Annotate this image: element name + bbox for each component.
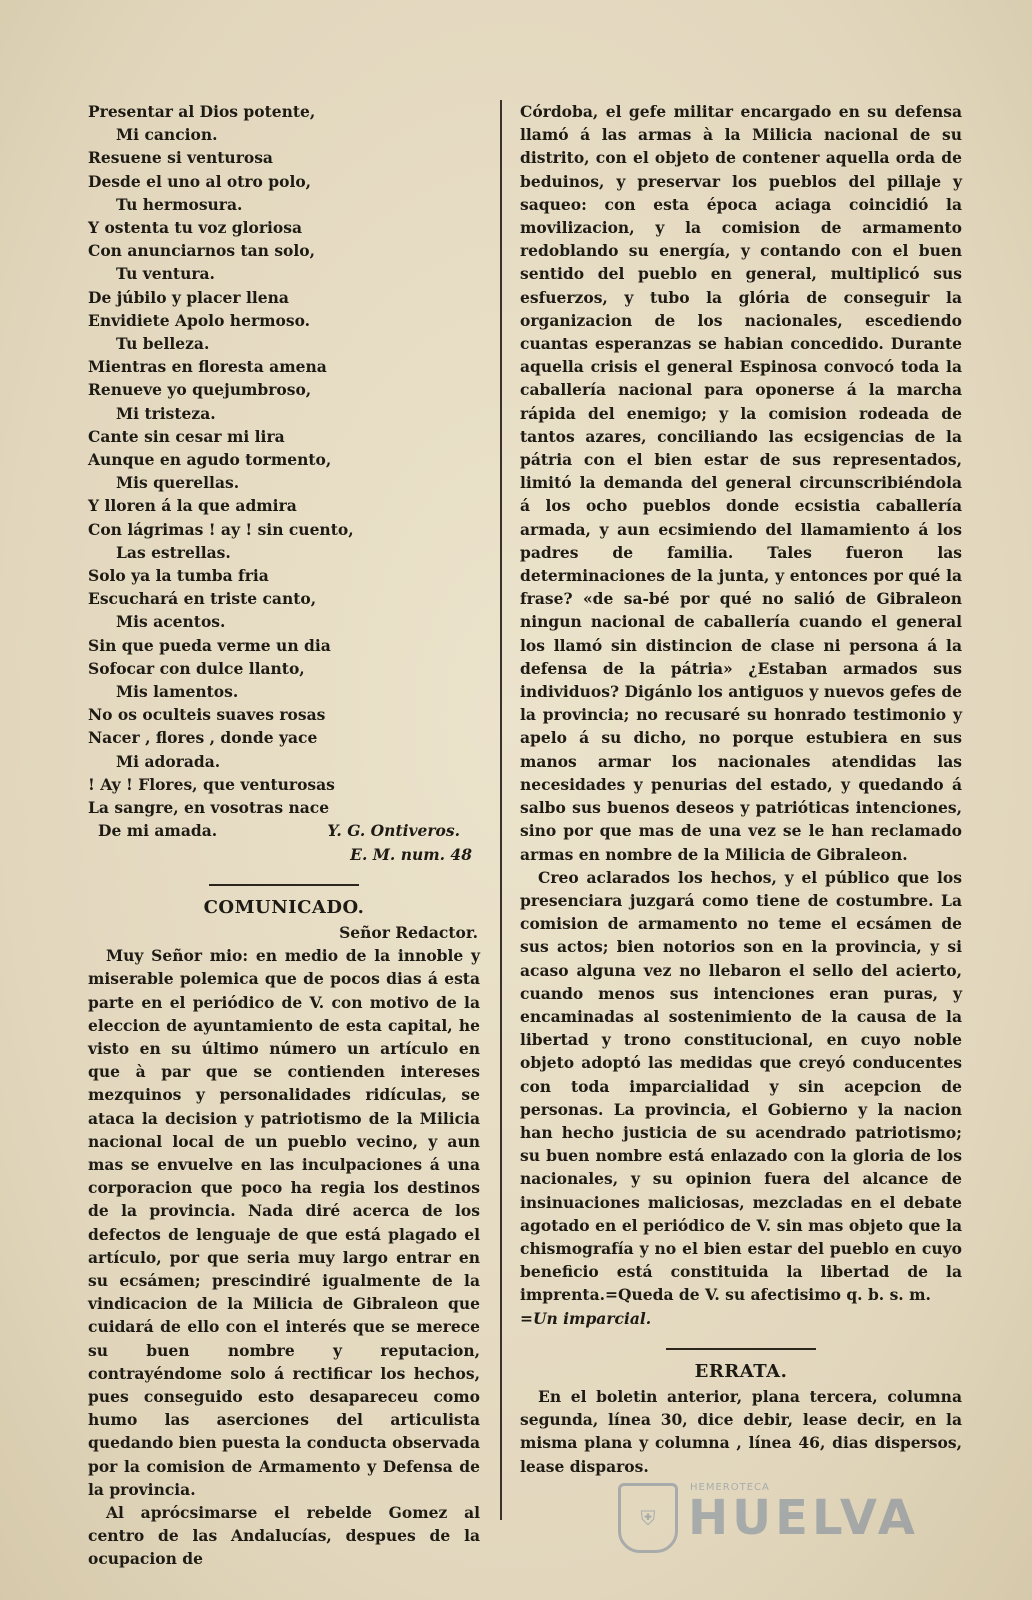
- poem-line: Cante sin cesar mi lira: [88, 426, 285, 446]
- poem-line: Sin que pueda verme un dia: [88, 635, 331, 655]
- poem-signature-row: [88, 819, 480, 842]
- errata-rule: [666, 1348, 816, 1350]
- poem-line: Mi adorada.: [116, 751, 221, 771]
- archive-stamp-subtext: HEMEROTECA: [690, 1482, 770, 1493]
- poem-line: Tu ventura.: [116, 264, 215, 284]
- archive-stamp: [618, 1478, 958, 1558]
- poem-line: Resuene si venturosa: [88, 148, 273, 168]
- poem-line: Y ostenta tu voz gloriosa: [88, 218, 303, 238]
- poem-line: Con anunciarnos tan solo,: [88, 241, 316, 261]
- poem-line: De júbilo y placer llena: [88, 287, 289, 307]
- poem-line: Tu hermosura.: [116, 194, 243, 214]
- comunicado-title: COMUNICADO.: [203, 896, 365, 918]
- shield-icon: ⛨: [618, 1483, 678, 1553]
- poem-line: La sangre, en vosotras nace: [88, 798, 330, 818]
- comunicado-paragraph-2-cont: Córdoba, el gefe militar encargado en su defensa llamó á las armas à la Milicia nacional de su distrito, con el objeto de contener aquella orda de beduinos, y preservar los pueblos del pillaje y saqueo: con esta época aciaga coincidió la movilizacion, y la comision de armamento redoblando su energía, y contando con el buen sentido del pueblo en general, multiplicó sus esfuerzos, y tubo la glória de conseguir la organizacion de los nacionales, escediendo cuantas esperanzas se habian concedido. Durante aquella crisis el general Espinosa convocó toda la caballería nacional para oponerse á la marcha rápida del enemigo; y la comision rodeada de tantos azares, conciliando las ecsigencias de la pátria con el bien estar de sus representados, limitó la demanda del general circunscribiéndola á los ocho pueblos donde ecsistia caballería armada, y aun ecsimiendo del llamamiento á los padres de familia. Tales fueron las determinaciones de la junta, y entonces por qué la frase? «de sa-bé por qué no salió de Gibraleon ningun nacional de caballería cuando el general los llamó sin distincion de clase ni persona á la defensa de la pátria» ¿Estaban armados sus individuos? Digánlo los antiguos y nuevos gefes de la provincia; no recusaré su honrado testimonio y apelo á su dicho, no porque estubiera en sus manos armar los nacionales atendidas las necesidades y penurias del estado, y quedando á salbo sus buenos deseos y patrióticas intenciones, sino por que mas de una vez se le han reclamado armas en nombre de la Milicia de Gibraleon.: [520, 102, 962, 864]
- poem-line: Mis querellas.: [116, 473, 240, 493]
- poem-line: Tu belleza.: [116, 334, 210, 354]
- errata-title: ERRATA.: [694, 1360, 788, 1382]
- poem-line: No os oculteis suaves rosas: [88, 705, 326, 725]
- poem-line: Presentar al Dios potente,: [88, 102, 316, 121]
- poem-line: Mi tristeza.: [116, 403, 216, 423]
- column-divider: [500, 100, 502, 1520]
- poem-line: Renueve yo quejumbroso,: [88, 380, 312, 400]
- poem-line: Sofocar con dulce llanto,: [88, 658, 305, 678]
- poem-line: ! Ay ! Flores, que venturosas: [88, 774, 335, 794]
- poem-line: Y lloren á la que admira: [88, 496, 297, 516]
- poem-line: Mis acentos.: [116, 612, 226, 632]
- poem-line: Escuchará en triste canto,: [88, 589, 317, 609]
- archive-stamp-text: HUELVA: [688, 1490, 919, 1546]
- errata-text: En el boletin anterior, plana tercera, columna segunda, línea 30, dice debir, lease decir, en la misma plana y columna , línea 46, dias dispersos, lease disparos.: [520, 1386, 962, 1476]
- poem-source: E. M. num. 48: [350, 844, 472, 864]
- comunicado-paragraph-3: Creo aclarados los hechos, y el público que los presenciara juzgará como tiene de costumbre. La comision de armamento no teme el ecsámen de sus actos; bien notorios son en la provincia, y si acaso alguna vez no llebaron el sello del acierto, cuando menos sus intenciones eran puras, y encaminadas al sostenimiento de la causa de la libertad y trono constitucional, en cuyo noble objeto adoptó las medidas que creyó conducentes con toda imparcialidad y sin acepcion de personas. La provincia, el Gobierno y la nacion han hecho justicia de su acendrado patriotismo; su buen nombre está enlazado con la gloria de los nacionales, y su opinion fuera del alcance de insinuaciones maliciosas, mezcladas en el debate agotado en el periódico de V. sin mas objeto que la chismografía y no el bien estar del pueblo en cuyo beneficio está constituida la libertad de la imprenta.=Queda de V. su afectisimo q. b. s. m.: [520, 867, 962, 1305]
- poem-line: Envidiete Apolo hermoso.: [88, 310, 311, 330]
- poem-line: Desde el uno al otro polo,: [88, 171, 312, 191]
- poem-line: Aunque en agudo tormento,: [88, 450, 332, 470]
- poem-author: Y. G. Ontiveros.: [327, 821, 460, 841]
- poem-line: Mientras en floresta amena: [88, 357, 327, 377]
- poem-last-line: De mi amada.: [98, 821, 218, 841]
- poem-line: Con lágrimas ! ay ! sin cuento,: [88, 519, 354, 539]
- left-column: [88, 100, 480, 1571]
- section-rule: [209, 884, 359, 886]
- salutation: Señor Redactor.: [339, 922, 478, 942]
- comunicado-paragraph-1: Muy Señor mio: en medio de la innoble y miserable polemica que de pocos dias á esta parte en el periódico de V. con motivo de la eleccion de ayuntamiento de esta capital, he visto en su último número un artículo en que à par que se contienden intereses mezquinos y personalidades ridículas, se ataca la decision y patriotismo de la Milicia nacional local de un pueblo vecino, y aun mas se envuelve en las inculpaciones á una corporacion que poco ha regia los destinos de la provincia. Nada diré acerca de los defectos de lenguaje de que está plagado el artículo, por que seria muy largo entrar en su ecsámen; prescindiré igualmente de la vindicacion de la Milicia de Gibraleon que cuidará de ello con el interés que se merece su buen nombre y reputacion, contrayéndome solo á rectificar los hechos, pues conseguido esto desapareceu como humo las aserciones del articulista quedando bien puesta la conducta observada por la comision de Armamento y Defensa de la provincia.: [88, 946, 480, 1499]
- poem-line: Nacer , flores , donde yace: [88, 728, 318, 748]
- poem-line: Solo ya la tumba fria: [88, 566, 269, 586]
- comunicado-signoff: =Un imparcial.: [520, 1308, 652, 1328]
- comunicado-paragraph-2-start: Al aprócsimarse el rebelde Gomez al centro de las Andalucías, despues de la ocupacion de: [88, 1502, 480, 1569]
- poem: [88, 100, 480, 819]
- poem-line: Las estrellas.: [116, 542, 231, 562]
- poem-line: Mi cancion.: [116, 125, 218, 145]
- poem-line: Mis lamentos.: [116, 682, 239, 702]
- right-column: [520, 100, 962, 1478]
